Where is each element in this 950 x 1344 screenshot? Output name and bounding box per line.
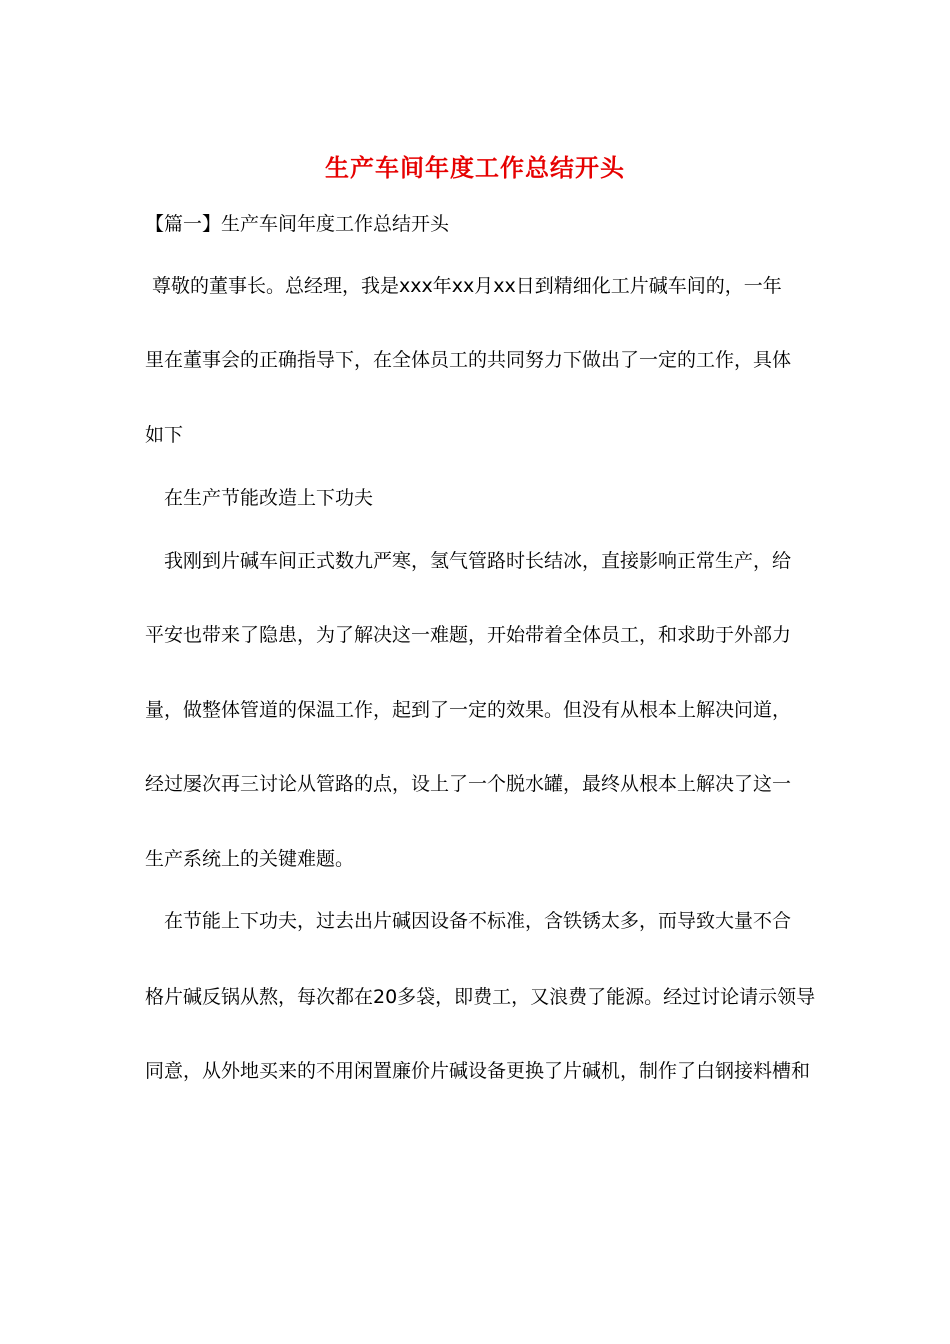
paragraph-line: 如下 <box>145 424 184 446</box>
paragraph-line: 经过屡次再三讨论从管路的点，设上了一个脱水罐，最终从根本上解决了这一 <box>145 773 792 795</box>
paragraph-line: 量，做整体管道的保温工作，起到了一定的效果。但没有从根本上解决问道， <box>145 699 792 721</box>
paragraph-line: 同意，从外地买来的不用闲置廉价片碱设备更换了片碱机，制作了白钢接料槽和 <box>145 1060 811 1082</box>
paragraph-line: 我刚到片碱车间正式数九严寒，氢气管路时长结冰，直接影响正常生产，给 <box>164 550 792 572</box>
document-title: 生产车间年度工作总结开头 <box>325 153 625 182</box>
paragraph-line: 里在董事会的正确指导下，在全体员工的共同努力下做出了一定的工作，具体 <box>145 349 792 371</box>
paragraph-line: 尊敬的董事长。总经理，我是xxx年xx月xx日到精细化工片碱车间的，一年 <box>152 275 782 297</box>
paragraph-line: 生产系统上的关键难题。 <box>145 848 355 870</box>
paragraph-line: 平安也带来了隐患，为了解决这一难题，开始带着全体员工，和求助于外部力 <box>145 624 792 646</box>
section-subtitle: 在生产节能改造上下功夫 <box>164 487 374 509</box>
section-heading: 【篇一】生产车间年度工作总结开头 <box>145 213 450 235</box>
paragraph-line: 格片碱反锅从熬，每次都在20多袋，即费工，又浪费了能源。经过讨论请示领导 <box>145 986 816 1008</box>
paragraph-line: 在节能上下功夫，过去出片碱因设备不标准，含铁锈太多，而导致大量不合 <box>164 910 792 932</box>
